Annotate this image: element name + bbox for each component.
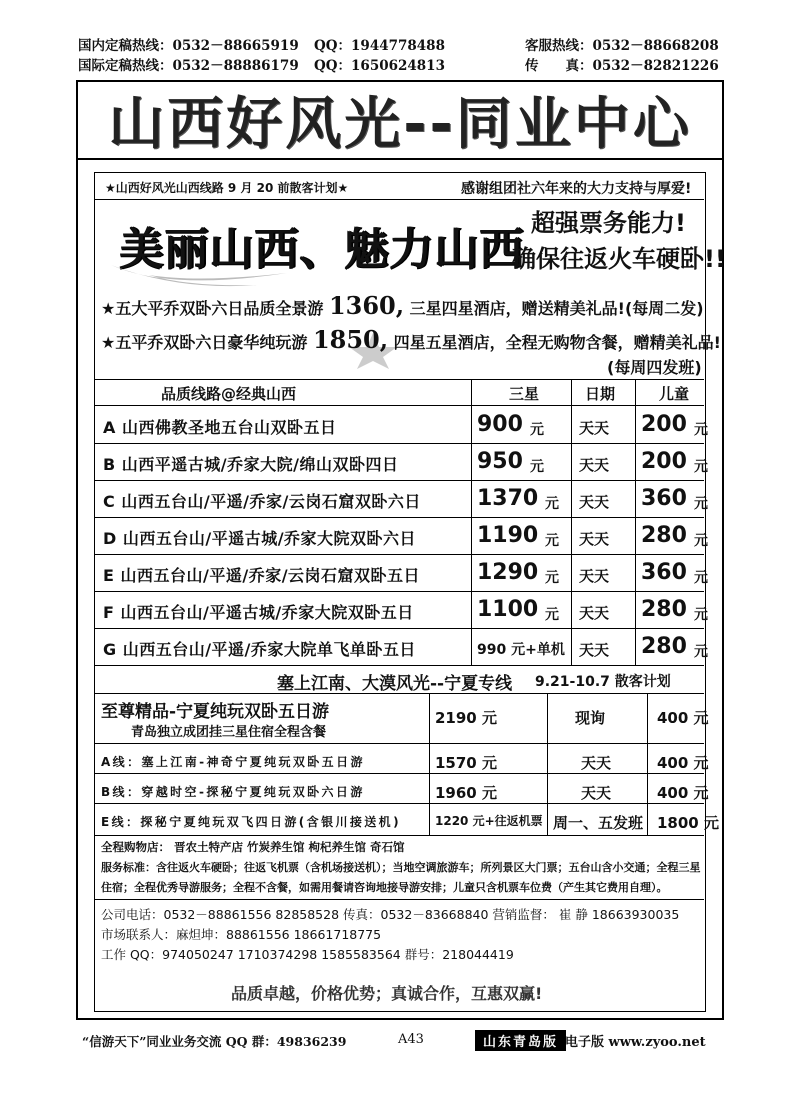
promo-2-price: 1850, — [312, 325, 389, 354]
shops-line: 全程购物店： 晋农土特产店 竹炭养生馆 枸杞养生馆 奇石馆 — [101, 840, 405, 854]
table1-header-price: 三星 — [509, 385, 540, 403]
ningxia-route-price: 1960 元 — [435, 784, 497, 802]
route-child-price: 280 — [641, 597, 687, 622]
divider — [95, 693, 704, 694]
service-phone: 0532－88668208 — [592, 38, 719, 54]
route-price: 1370 — [477, 486, 539, 511]
route-name: D 山西五台山/平遥古城/乔家大院双卧六日 — [103, 529, 417, 548]
route-price-unit: 元 — [530, 459, 544, 475]
route-date: 天天 — [579, 456, 610, 474]
promo-2 — [101, 325, 721, 354]
route-price: 990 元+单机 — [477, 642, 565, 658]
col-line — [547, 693, 548, 835]
title-box — [78, 82, 722, 160]
col-line — [635, 379, 636, 665]
ningxia-route-name: B线：穿越时空-探秘宁夏纯玩双卧六日游 — [101, 785, 365, 799]
qq1-value: 1944778488 — [351, 38, 445, 54]
table1-header-child: 儿童 — [659, 385, 690, 403]
divider — [95, 743, 704, 744]
premium-price: 2190 元 — [435, 709, 497, 727]
contact-market: 市场联系人：麻炟坤：88861556 18661718775 — [101, 927, 382, 942]
row-divider — [95, 554, 704, 555]
route-price-unit: 元 — [545, 496, 559, 512]
ticket-line-2: 确保往返火车硬卧!! — [512, 245, 726, 273]
route-child-unit: 元 — [694, 496, 708, 512]
fax-label: 传 真： — [525, 58, 593, 74]
qq2-value: 1650624813 — [351, 58, 445, 74]
divider — [95, 199, 704, 200]
contact-phones: 公司电话：0532－88861556 82858528 传真：0532－83668840 营销监督： 崔 静 18663930035 — [101, 907, 680, 922]
ningxia-route-price: 1570 元 — [435, 754, 497, 772]
service-label: 客服热线： — [525, 38, 593, 54]
divider — [95, 379, 704, 380]
main-frame — [76, 80, 724, 1020]
qq2 — [314, 54, 445, 74]
route-child-unit: 元 — [694, 422, 708, 438]
route-price: 900 — [477, 412, 523, 437]
route-child-unit: 元 — [694, 570, 708, 586]
premium-child: 400 元 — [657, 709, 709, 727]
divider — [95, 405, 704, 406]
divider — [95, 835, 704, 836]
table1-header-date: 日期 — [585, 385, 616, 403]
qq-group: “信游天下”同业业务交流 QQ 群：49836239 — [82, 1034, 347, 1049]
row-divider — [95, 773, 704, 774]
route-price-unit: 元 — [545, 533, 559, 549]
ningxia-route-name: E线：探秘宁夏纯玩双飞四日游(含银川接送机) — [101, 815, 401, 829]
route-child-unit: 元 — [694, 607, 708, 623]
route-child-unit: 元 — [694, 533, 708, 549]
route-name: G 山西五台山/平遥/乔家大院单飞单卧五日 — [103, 640, 416, 659]
row-divider — [95, 803, 704, 804]
promo-1-price: 1360, — [328, 291, 405, 320]
row-divider — [95, 628, 704, 629]
route-date: 天天 — [579, 567, 610, 585]
service-hotline — [525, 34, 719, 54]
site-link[interactable]: 电子版 www.zyoo.net — [565, 1035, 706, 1050]
fax-value: 0532－82821226 — [592, 58, 719, 74]
page-title: 山西好风光--同业中心 — [108, 92, 692, 157]
route-price: 1190 — [477, 523, 539, 548]
intl-hotline — [78, 54, 299, 74]
route-name: A 山西佛教圣地五台山双卧五日 — [103, 418, 337, 437]
qq1 — [314, 34, 445, 54]
route-child-unit: 元 — [694, 459, 708, 475]
row-divider — [95, 591, 704, 592]
domestic-phone: 0532－88665919 — [172, 38, 299, 54]
qq2-label: QQ： — [314, 58, 352, 74]
wing-decoration — [109, 261, 289, 291]
ticket-line-1: 超强票务能力! — [531, 209, 686, 237]
col-line — [647, 693, 648, 835]
route-date: 天天 — [579, 493, 610, 511]
ningxia-heading: 塞上江南、大漠风光--宁夏专线 — [277, 674, 513, 694]
promo-1-detail: 三星四星酒店，赠送精美礼品!(每周二发) — [409, 299, 704, 318]
divider — [95, 899, 704, 900]
divider — [95, 665, 704, 666]
route-name: F 山西五台山/平遥古城/乔家大院双卧五日 — [103, 603, 414, 622]
col-line — [571, 379, 572, 665]
domestic-label: 国内定稿热线： — [78, 38, 173, 54]
route-price-unit: 元 — [545, 570, 559, 586]
promo-2-schedule: (每周四发班) — [607, 358, 702, 377]
route-child-price: 360 — [641, 486, 687, 511]
domestic-hotline — [78, 34, 299, 54]
route-child-price: 200 — [641, 412, 687, 437]
route-child-price: 280 — [641, 523, 687, 548]
intl-label: 国际定稿热线： — [78, 58, 173, 74]
route-name: C 山西五台山/平遥/乔家/云岗石窟双卧六日 — [103, 492, 421, 511]
ningxia-route-price: 1220 元+往返机票 — [435, 814, 543, 828]
route-date: 天天 — [579, 530, 610, 548]
ningxia-route-date: 天天 — [581, 754, 612, 772]
standard-line-2: 住宿；全程优秀导游服务；全程不含餐，如需用餐请咨询地接导游安排；儿童只含机票车位费（产生其它费用自理）。 — [101, 881, 668, 894]
promo-2-detail: 四星五星酒店，全程无购物含餐，赠精美礼品! — [393, 333, 721, 352]
ningxia-route-child: 400 元 — [657, 784, 709, 802]
route-child-price: 360 — [641, 560, 687, 585]
motto: 品质卓越，价格优势；真诚合作，互惠双赢! — [231, 984, 543, 1003]
table1-header-route: 品质线路@经典山西 — [161, 385, 297, 403]
route-date: 天天 — [579, 641, 610, 659]
thanks-note: 感谢组团社六年来的大力支持与厚爱! — [461, 181, 692, 197]
ningxia-route-name: A线：塞上江南-神奇宁夏纯玩双卧五日游 — [101, 755, 365, 769]
route-child-price: 200 — [641, 449, 687, 474]
promo-1-text: ★五大平乔双卧六日品质全景游 — [101, 299, 324, 318]
page-number: A43 — [398, 1032, 424, 1047]
premium-date: 现询 — [575, 709, 606, 727]
route-name: E 山西五台山/平遥/乔家/云岗石窟双卧五日 — [103, 566, 421, 585]
ningxia-plan: 9.21-10.7 散客计划 — [535, 674, 671, 690]
promo-1 — [101, 291, 704, 320]
route-price-unit: 元 — [545, 607, 559, 623]
route-name: B 山西平遥古城/乔家大院/绵山双卧四日 — [103, 455, 399, 474]
col-line — [471, 379, 472, 665]
premium-title: 至尊精品-宁夏纯玩双卧五日游 — [101, 702, 330, 722]
route-price: 1290 — [477, 560, 539, 585]
col-line — [429, 693, 430, 835]
content-box — [94, 172, 726, 1012]
ningxia-route-child: 400 元 — [657, 754, 709, 772]
row-divider — [95, 480, 704, 481]
ningxia-route-date: 天天 — [581, 784, 612, 802]
slogan: 美丽山西、魅力山西 — [119, 224, 524, 275]
ningxia-route-child: 1800 元 — [657, 814, 719, 832]
route-price-unit: 元 — [530, 422, 544, 438]
promo-2-text: ★五平乔双卧六日豪华纯玩游 — [101, 333, 308, 352]
route-date: 天天 — [579, 419, 610, 437]
premium-subtitle: 青岛独立成团挂三星住宿全程含餐 — [131, 725, 327, 740]
contact-qq: 工作 QQ：974050247 1710374298 1585583564 群号：218044419 — [101, 947, 514, 962]
route-price: 1100 — [477, 597, 539, 622]
qq1-label: QQ： — [314, 38, 352, 54]
fax-line — [525, 54, 719, 74]
route-date: 天天 — [579, 604, 610, 622]
standard-line-1: 服务标准：含往返火车硬卧；往返飞机票（含机场接送机）；当地空调旅游车；所列景区大门票；五台山含小交通；全程三星 — [101, 861, 701, 874]
brand-badge: 山东青岛版 — [475, 1030, 566, 1051]
route-child-unit: 元 — [694, 644, 708, 660]
intl-phone: 0532－88886179 — [172, 58, 299, 74]
plan-note: ★山西好风光山西线路 9 月 20 前散客计划★ — [105, 181, 349, 195]
route-price: 950 — [477, 449, 523, 474]
route-child-price: 280 — [641, 634, 687, 659]
ningxia-route-date: 周一、五发班 — [553, 814, 644, 832]
row-divider — [95, 443, 704, 444]
row-divider — [95, 517, 704, 518]
